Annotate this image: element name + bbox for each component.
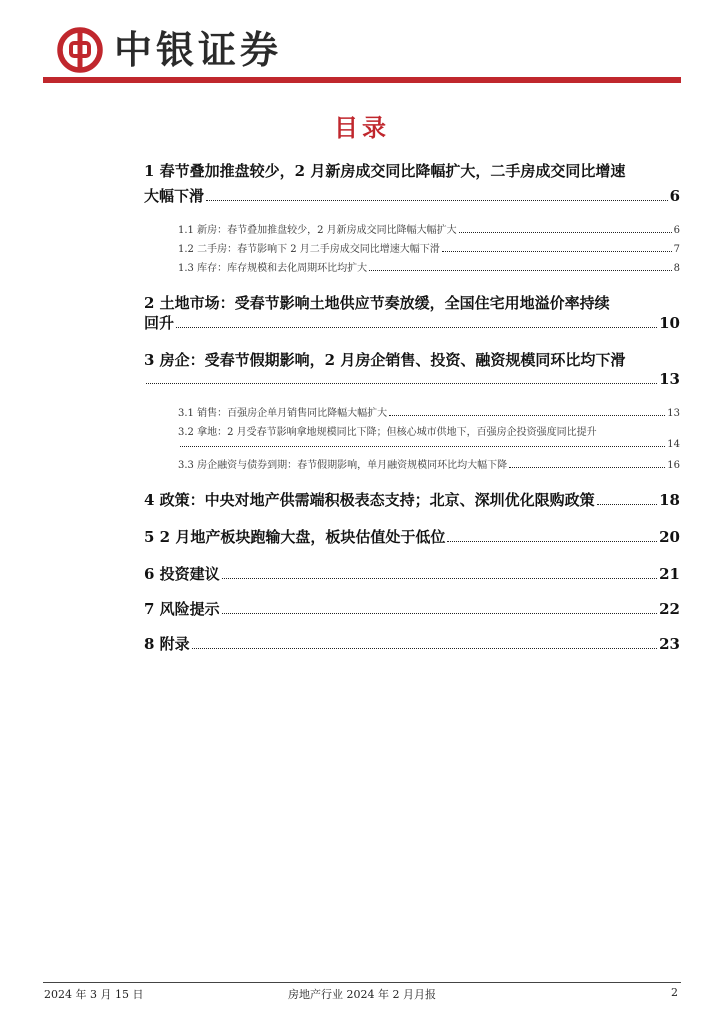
- toc-entry-3-2-line1: 3.2 拿地：2 月受春节影响拿地规模同比下降；但核心城市供地下，百强房企投资强度同比提升: [178, 427, 597, 438]
- toc-page-number: 10: [659, 314, 680, 332]
- toc-entry-5[interactable]: [144, 526, 680, 547]
- footer-report-title: 房地产行业 2024 年 2 月月报: [288, 988, 436, 1001]
- toc-page-number: 23: [659, 635, 680, 653]
- toc-page-number: 16: [667, 460, 680, 471]
- toc-entry-1[interactable]: [144, 185, 680, 206]
- dot-leader: [180, 445, 665, 447]
- toc-entry-label: 4 政策：中央对地产供需端积极表态支持；北京、深圳优化限购政策: [144, 491, 595, 509]
- toc-entry-label: 5 2 月地产板块跑输大盘，板块估值处于低位: [144, 528, 446, 546]
- toc-entry-8[interactable]: [144, 633, 680, 654]
- toc-entry-label: 8 附录: [144, 635, 190, 653]
- dot-leader: [459, 231, 672, 233]
- dot-leader: [176, 326, 657, 328]
- toc-page-number: 6: [669, 187, 680, 205]
- toc-entry-2-line1: 2 土地市场：受春节影响土地供应节奏放缓，全国住宅用地溢价率持续: [144, 294, 610, 312]
- toc-entry-4[interactable]: [144, 489, 680, 510]
- dot-leader: [442, 250, 672, 252]
- dot-leader: [509, 466, 665, 468]
- toc-page-number: 6: [673, 225, 680, 236]
- dot-leader: [222, 577, 657, 579]
- dot-leader: [389, 414, 665, 416]
- toc-entry-1-1[interactable]: [178, 221, 680, 237]
- dot-leader: [192, 647, 657, 649]
- toc-entry-2[interactable]: [144, 312, 680, 333]
- dot-leader: [222, 612, 657, 614]
- toc-title: 目录: [334, 113, 390, 142]
- toc-entry-label: 1.2 二手房：春节影响下 2 月二手房成交同比增速大幅下滑: [178, 244, 440, 255]
- dot-leader: [146, 382, 657, 384]
- toc-entry-label: 6 投资建议: [144, 565, 220, 583]
- toc-entry-3-3[interactable]: [178, 456, 680, 472]
- footer-page-number: 2: [671, 986, 678, 999]
- toc-entry-3-1[interactable]: [178, 404, 680, 420]
- toc-page-number: 7: [673, 244, 680, 255]
- toc-page-number: 18: [659, 491, 680, 509]
- toc-page-number: 21: [659, 565, 680, 583]
- toc-entry-label: 回升: [144, 314, 175, 332]
- brand-name: 中银证券: [114, 27, 283, 72]
- toc-entry-label: 大幅下滑: [144, 187, 205, 205]
- dot-leader: [597, 503, 657, 505]
- toc-entry-7[interactable]: [144, 598, 680, 619]
- toc-page-number: 22: [659, 600, 680, 618]
- toc-entry-label: 7 风险提示: [144, 600, 220, 618]
- toc-entry-1-line1: 1 春节叠加推盘较少，2 月新房成交同比降幅扩大，二手房成交同比增速: [144, 162, 626, 180]
- toc-page-number: 8: [673, 263, 680, 274]
- toc-entry-label: 1.3 库存：库存规模和去化周期环比均扩大: [178, 263, 368, 274]
- toc-page-number: 13: [659, 370, 680, 388]
- dot-leader: [447, 540, 657, 542]
- footer-rule: [43, 982, 681, 983]
- toc-entry-label: 1.1 新房：春节叠加推盘较少，2 月新房成交同比降幅大幅扩大: [178, 225, 457, 236]
- toc-entry-label: 3.3 房企融资与债券到期：春节假期影响，单月融资规模同环比均大幅下降: [178, 460, 508, 471]
- toc-page-number: 20: [659, 528, 680, 546]
- toc-entry-1-2[interactable]: [178, 240, 680, 256]
- dot-leader: [369, 269, 672, 271]
- dot-leader: [206, 199, 668, 201]
- toc-entry-3[interactable]: [144, 370, 680, 388]
- toc-page-number: 14: [667, 439, 680, 450]
- toc-entry-3-line1: 3 房企：受春节假期影响，2 月房企销售、投资、融资规模同环比均下滑: [144, 351, 626, 369]
- toc-entry-1-3[interactable]: [178, 259, 680, 275]
- footer-date: 2024 年 3 月 15 日: [44, 988, 144, 1001]
- toc-entry-6[interactable]: [144, 563, 680, 584]
- toc-page-number: 13: [667, 408, 680, 419]
- toc-entry-label: 3.1 销售：百强房企单月销售同比降幅大幅扩大: [178, 408, 388, 419]
- toc-entry-3-2[interactable]: [178, 439, 680, 451]
